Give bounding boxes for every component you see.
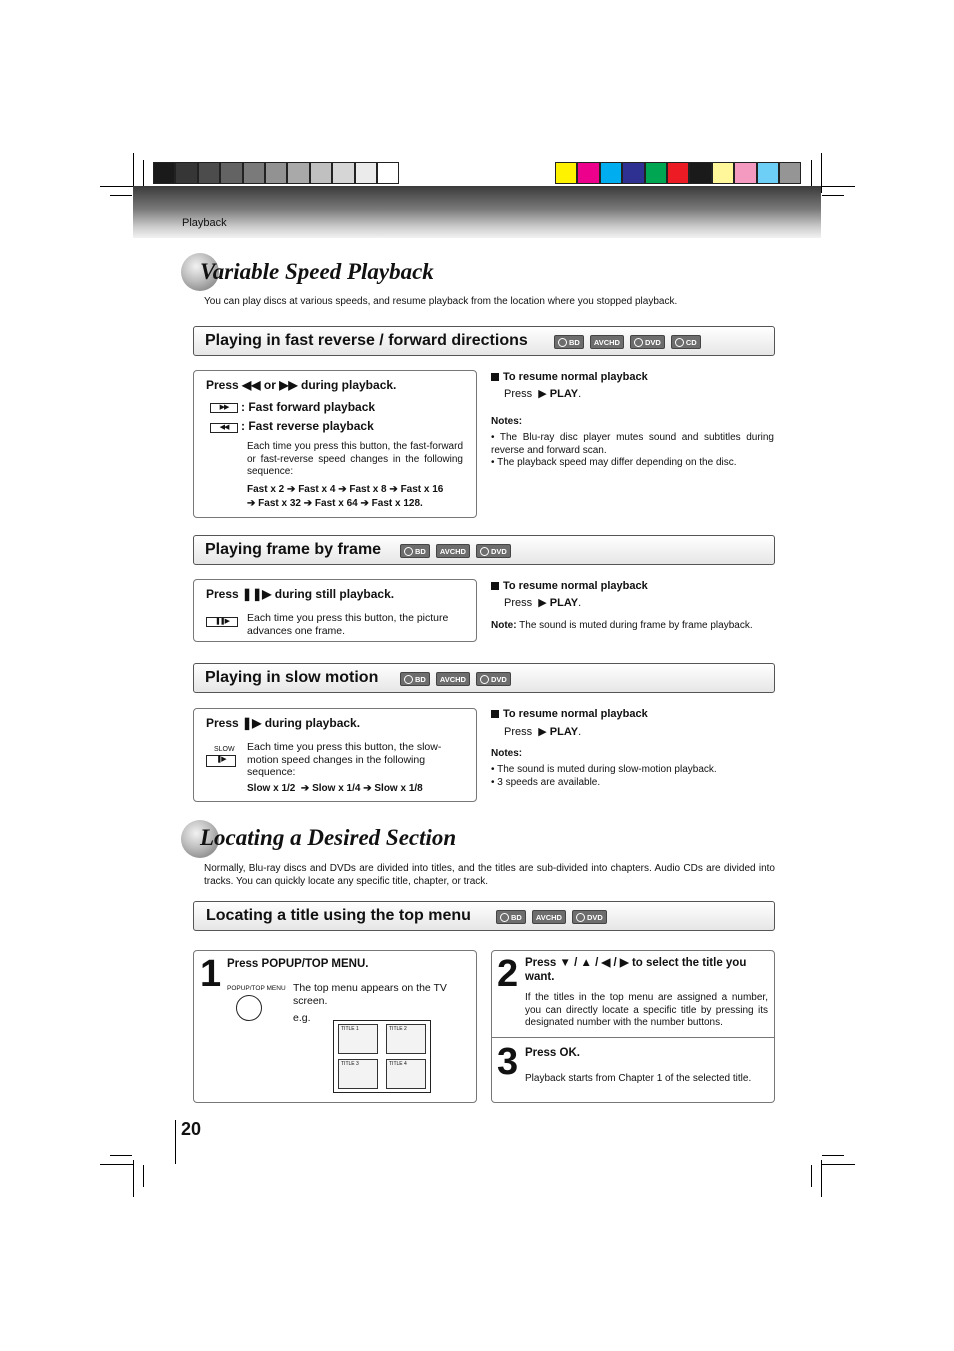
- crop-mark: [133, 1160, 134, 1197]
- title-thumbnail: TITLE 3: [338, 1059, 378, 1089]
- play-icon: ▶: [538, 726, 547, 738]
- slow-sequence: Slow x 1/2 ➔ Slow x 1/4 ➔ Slow x 1/8: [247, 783, 423, 794]
- resume-heading: To resume normal playback: [491, 580, 648, 592]
- ff-label: : Fast forward playback: [241, 400, 376, 414]
- notes-heading: Notes:: [491, 416, 523, 427]
- press-instruction: Press ❚❚▶ during still playback.: [206, 587, 395, 601]
- disc-icon: [480, 547, 489, 556]
- frame-note: Note: The sound is muted during frame by frame playback.: [491, 620, 753, 631]
- fr-label: : Fast reverse playback: [241, 419, 374, 433]
- slow-icon: ❚▶: [242, 716, 262, 730]
- crop-mark: [110, 195, 132, 196]
- crop-mark: [143, 1165, 144, 1187]
- crop-mark: [822, 195, 844, 196]
- calibration-swatch: [712, 162, 734, 184]
- subsection-title: Playing in fast reverse / forward directions: [205, 332, 528, 349]
- disc-logos: [496, 910, 607, 924]
- page-number: 20: [181, 1119, 202, 1139]
- calibration-swatch: [377, 162, 399, 184]
- section-title-variable-speed: Variable Speed Playback: [200, 259, 434, 284]
- calibration-swatch: [265, 162, 287, 184]
- avchd-logo: AVCHD: [532, 910, 566, 924]
- play-icon: ▶: [538, 388, 547, 400]
- disc-icon: [634, 338, 643, 347]
- popup-button-icon: [236, 995, 262, 1021]
- step-description: The top menu appears on the TV screen.: [293, 982, 447, 1007]
- subsection-bar-slow: [193, 663, 775, 693]
- step-number: 3: [497, 1041, 519, 1083]
- instruction-box-slow: [193, 708, 477, 802]
- note-item: • The sound is muted during slow-motion playback.: [491, 764, 717, 775]
- notes-heading: Notes:: [491, 748, 523, 759]
- bd-video-logo: BD: [554, 335, 584, 349]
- step-title: Press OK.: [525, 1047, 580, 1059]
- title-thumbnail: TITLE 1: [338, 1024, 378, 1054]
- step-divider: [492, 1037, 774, 1038]
- subsection-bar-frame: [193, 535, 775, 565]
- calibration-swatch: [220, 162, 242, 184]
- resume-instruction: Press ▶ PLAY.: [504, 388, 582, 400]
- calibration-swatch: [757, 162, 779, 184]
- section-intro: Normally, Blu-ray discs and DVDs are divided into titles, and the titles are sub-divided into chapters. Audio CDs are divided into tracks. You can quickly locate any specific title, chapter, or track.: [204, 863, 775, 887]
- calibration-swatch: [287, 162, 309, 184]
- calibration-swatch: [243, 162, 265, 184]
- calibration-swatch: [355, 162, 377, 184]
- crop-mark: [822, 186, 855, 187]
- calibration-swatch: [577, 162, 599, 184]
- disc-icon: [675, 338, 684, 347]
- calibration-swatch: [645, 162, 667, 184]
- step-description: If the titles in the top menu are assigned a number, you can directly locate a specific title by pressing its designated number with the number buttons.: [525, 992, 768, 1028]
- section-intro: You can play discs at various speeds, and resume playback from the location where you stopped playback.: [204, 296, 678, 307]
- disc-logos: [554, 335, 701, 349]
- calibration-swatch: [689, 162, 711, 184]
- resume-instruction: Press ▶ PLAY.: [504, 597, 582, 609]
- eg-label: e.g.: [293, 1012, 311, 1024]
- calibration-swatch: [622, 162, 644, 184]
- subsection-title: Playing frame by frame: [205, 541, 382, 558]
- bullet-square-icon: [491, 582, 499, 590]
- bullet-square-icon: [491, 710, 499, 718]
- instruction-box-frame: [193, 579, 477, 642]
- step-description: Playback starts from Chapter 1 of the selected title.: [525, 1073, 752, 1084]
- slow-button-icon: ❚▶: [206, 755, 236, 767]
- disc-logos: [400, 544, 511, 558]
- step-number: 2: [497, 953, 519, 995]
- calibration-swatch: [600, 162, 622, 184]
- speed-description: Each time you press this button, the fast-forward or fast-reverse speed changes in the following sequence:: [247, 441, 463, 477]
- dvd-video-logo: DVD: [572, 910, 607, 924]
- step-box-1: [193, 950, 477, 1103]
- calibration-swatch: [332, 162, 354, 184]
- frame-advance-button-icon: ❚❚▶: [206, 617, 238, 627]
- disc-icon: [500, 913, 509, 922]
- disc-icon: [404, 675, 413, 684]
- dvd-video-logo: DVD: [630, 335, 665, 349]
- subsection-bar-fast: [193, 326, 775, 356]
- calibration-swatch: [153, 162, 175, 184]
- crop-mark: [822, 1164, 855, 1165]
- bd-video-logo: BD: [400, 544, 430, 558]
- crop-mark: [822, 1155, 844, 1156]
- subsection-bar-topmenu: [193, 901, 775, 931]
- crop-mark: [110, 1155, 132, 1156]
- bullet-square-icon: [491, 373, 499, 381]
- dvd-video-logo: DVD: [476, 672, 511, 686]
- breadcrumb: Playback: [182, 217, 227, 229]
- crop-mark: [821, 153, 822, 193]
- crop-mark: [100, 1164, 133, 1165]
- arrow-keys-icon: ▼ / ▲ / ◀ / ▶: [559, 957, 629, 969]
- popup-button-label: POPUP/TOP MENU: [227, 985, 286, 992]
- frame-advance-icon: ❚❚▶: [242, 587, 272, 601]
- calibration-swatch: [734, 162, 756, 184]
- page-number-divider: [175, 1120, 176, 1164]
- bd-video-logo: BD: [496, 910, 526, 924]
- crop-mark: [100, 186, 133, 187]
- press-instruction: Press ❚▶ during playback.: [206, 716, 361, 730]
- play-icon: ▶: [538, 597, 547, 609]
- disc-icon: [576, 913, 585, 922]
- crop-mark: [821, 1160, 822, 1197]
- disc-logos: [400, 672, 511, 686]
- avchd-logo: AVCHD: [436, 672, 470, 686]
- instruction-box-fast: [193, 370, 477, 518]
- calibration-swatch: [667, 162, 689, 184]
- fast-forward-button-icon: ▶▶: [210, 403, 238, 413]
- calibration-swatch: [779, 162, 801, 184]
- frame-description: Each time you press this button, the picture advances one frame.: [247, 612, 449, 637]
- crop-mark: [811, 1165, 812, 1187]
- resume-heading: To resume normal playback: [491, 371, 648, 383]
- disc-icon: [404, 547, 413, 556]
- speed-sequence: Fast x 2 ➔ Fast x 4 ➔ Fast x 8 ➔ Fast x 16 ➔ Fast x 32 ➔ Fast x 64 ➔ Fast x 128.: [247, 484, 444, 509]
- section-title-locating: Locating a Desired Section: [200, 825, 457, 850]
- disc-icon: [558, 338, 567, 347]
- bd-video-logo: BD: [400, 672, 430, 686]
- subsection-title: Playing in slow motion: [205, 669, 379, 686]
- cd-logo: CD: [671, 335, 701, 349]
- slow-button-label: SLOW: [214, 746, 235, 753]
- resume-instruction: Press ▶ PLAY.: [504, 726, 582, 738]
- top-menu-example: [333, 1020, 431, 1093]
- fast-forward-icon: ▶▶: [279, 378, 298, 392]
- avchd-logo: AVCHD: [590, 335, 624, 349]
- step-box-2-3: [491, 950, 775, 1103]
- note-item: • 3 speeds are available.: [491, 777, 601, 788]
- step-title: Press POPUP/TOP MENU.: [227, 958, 369, 970]
- fast-reverse-icon: ◀◀: [242, 378, 261, 392]
- press-instruction: Press ◀◀ or ▶▶ during playback.: [206, 378, 397, 392]
- note-item: • The playback speed may differ depending on the disc.: [491, 457, 737, 468]
- dvd-video-logo: DVD: [476, 544, 511, 558]
- calibration-swatch: [198, 162, 220, 184]
- slow-description: Each time you press this button, the slow-motion speed changes in the following sequence:: [247, 741, 442, 778]
- disc-icon: [480, 675, 489, 684]
- calibration-swatch: [175, 162, 197, 184]
- title-thumbnail: TITLE 2: [386, 1024, 426, 1054]
- calibration-swatch: [555, 162, 577, 184]
- avchd-logo: AVCHD: [436, 544, 470, 558]
- title-thumbnail: TITLE 4: [386, 1059, 426, 1089]
- resume-heading: To resume normal playback: [491, 708, 648, 720]
- subsection-title: Locating a title using the top menu: [206, 907, 471, 924]
- step-number: 1: [200, 953, 222, 995]
- header-band: [133, 186, 821, 238]
- calibration-swatch: [310, 162, 332, 184]
- step-title: Press ▼ / ▲ / ◀ / ▶ to select the title you want.: [525, 957, 747, 983]
- fast-reverse-button-icon: ◀◀: [210, 423, 238, 433]
- note-item: • The Blu-ray disc player mutes sound and subtitles during reverse and forward scan.: [491, 432, 774, 456]
